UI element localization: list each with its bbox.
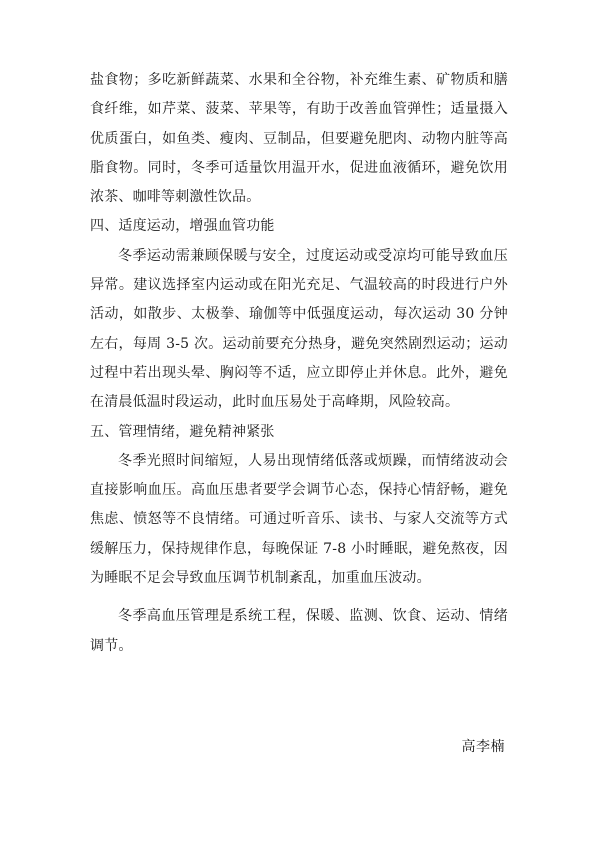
paragraph-exercise: 冬季运动需兼顾保暖与安全，过度运动或受凉均可能导致血压异常。建议选择室内运动或在阳光充足、气温较高的时段进行户外活动，如散步、太极拳、瑜伽等中低强度运动，每次运动 30 分钟左右，每周 3-5 次。运动前要充分热身，避免突然剧烈运动；运动过程中若出现头晕、胸闷等不适，应立即停止并休息。此外，避免在清晨低温时段运动，此时血压易处于高峰期，风险较高。: [90, 247, 508, 411]
paragraph-diet-continued: 盐食物；多吃新鲜蔬菜、水果和全谷物，补充维生素、矿物质和膳食纤维，如芹菜、菠菜、苹果等，有助于改善血管弹性；适量摄入优质蛋白，如鱼类、瘦肉、豆制品，但要避免肥肉、动物内脏等高脂食物。同时，冬季可适量饮用温开水，促进血液循环，避免饮用浓茶、咖啡等刺激性饮品。: [90, 72, 508, 206]
paragraph-summary: 冬季高血压管理是系统工程，保暖、监测、饮食、运动、情绪调节。: [90, 608, 508, 654]
section-heading-exercise: 四、适度运动，增强血管功能: [90, 218, 275, 235]
paragraph-spacer: [90, 593, 508, 602]
document-body: [90, 66, 508, 661]
author-signature: 高李楠: [461, 739, 505, 755]
paragraph-emotion: 冬季光照时间缩短，人易出现情绪低落或烦躁，而情绪波动会直接影响血压。高血压患者要学会调节心态，保持心情舒畅，避免焦虑、愤怒等不良情绪。可通过听音乐、读书、与家人交流等方式缓解压力，保持规律作息，每晚保证 7-8 小时睡眠，避免熬夜，因为睡眠不足会导致血压调节机制紊乱，加重血压波动。: [90, 452, 508, 587]
section-heading-emotion: 五、管理情绪，避免精神紧张: [90, 423, 275, 440]
